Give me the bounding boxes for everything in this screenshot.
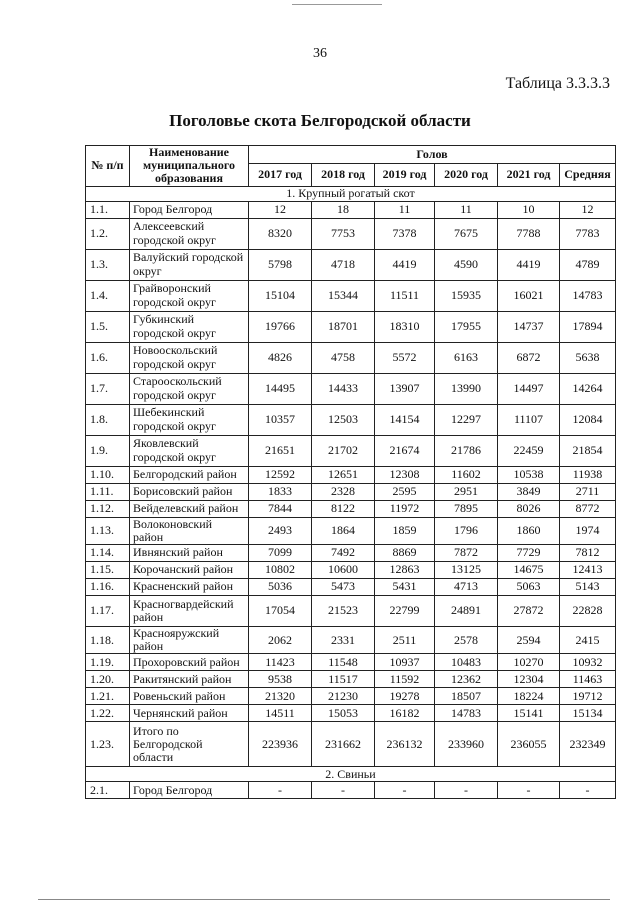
value-cell: 6872 <box>498 342 560 373</box>
table-row <box>86 466 616 483</box>
municipality-name: Грайворонский городской округ <box>130 280 249 311</box>
row-number: 1.10. <box>86 466 130 483</box>
value-cell: 19766 <box>249 311 312 342</box>
table-row <box>86 404 616 435</box>
municipality-name: Красненский район <box>130 578 249 595</box>
section-title: 2. Свиньи <box>86 767 616 782</box>
value-cell: 2415 <box>560 626 616 653</box>
value-cell: 12503 <box>312 404 375 435</box>
value-cell: 10483 <box>435 654 498 671</box>
municipality-name: Краснояружский район <box>130 626 249 653</box>
municipality-name: Яковлевский городской округ <box>130 435 249 466</box>
value-cell: 8320 <box>249 218 312 249</box>
header-year-2021: 2021 год <box>498 163 560 186</box>
value-cell: 236055 <box>498 722 560 767</box>
municipality-name: Шебекинский городской округ <box>130 404 249 435</box>
value-cell: 4419 <box>375 249 435 280</box>
table-row <box>86 280 616 311</box>
value-cell: 12 <box>249 201 312 218</box>
value-cell: 1796 <box>435 517 498 544</box>
value-cell: 12304 <box>498 671 560 688</box>
table-row <box>86 500 616 517</box>
header-name: Наименование муниципального образования <box>130 146 249 187</box>
header-year-2019: 2019 год <box>375 163 435 186</box>
value-cell: 21230 <box>312 688 375 705</box>
value-cell: 18507 <box>435 688 498 705</box>
header-average: Средняя <box>560 163 616 186</box>
value-cell: 1864 <box>312 517 375 544</box>
value-cell: 18 <box>312 201 375 218</box>
value-cell: 10357 <box>249 404 312 435</box>
municipality-name: Губкинский городской округ <box>130 311 249 342</box>
value-cell: 14495 <box>249 373 312 404</box>
value-cell: 7492 <box>312 544 375 561</box>
value-cell: 15134 <box>560 705 616 722</box>
value-cell: 14511 <box>249 705 312 722</box>
table-row <box>86 671 616 688</box>
row-number: 1.8. <box>86 404 130 435</box>
value-cell: 11548 <box>312 654 375 671</box>
row-number: 1.2. <box>86 218 130 249</box>
row-number: 1.19. <box>86 654 130 671</box>
value-cell: 10802 <box>249 561 312 578</box>
table-row <box>86 435 616 466</box>
value-cell: - <box>560 782 616 799</box>
value-cell: 11938 <box>560 466 616 483</box>
value-cell: 10932 <box>560 654 616 671</box>
value-cell: 13907 <box>375 373 435 404</box>
value-cell: 5572 <box>375 342 435 373</box>
value-cell: 11972 <box>375 500 435 517</box>
municipality-name: Ракитянский район <box>130 671 249 688</box>
value-cell: 14675 <box>498 561 560 578</box>
value-cell: 9538 <box>249 671 312 688</box>
value-cell: 8026 <box>498 500 560 517</box>
value-cell: 18701 <box>312 311 375 342</box>
value-cell: 22459 <box>498 435 560 466</box>
section-row <box>86 186 616 201</box>
value-cell: 14783 <box>560 280 616 311</box>
value-cell: 231662 <box>312 722 375 767</box>
value-cell: 7788 <box>498 218 560 249</box>
section-title: 1. Крупный рогатый скот <box>86 186 616 201</box>
table-row <box>86 544 616 561</box>
row-number: 1.5. <box>86 311 130 342</box>
table-row <box>86 218 616 249</box>
table-row <box>86 782 616 799</box>
value-cell: 7812 <box>560 544 616 561</box>
value-cell: 7783 <box>560 218 616 249</box>
value-cell: 12297 <box>435 404 498 435</box>
row-number: 1.15. <box>86 561 130 578</box>
row-number: 1.20. <box>86 671 130 688</box>
municipality-name: Валуйский городской округ <box>130 249 249 280</box>
table-row <box>86 654 616 671</box>
table-row <box>86 626 616 653</box>
value-cell: 11517 <box>312 671 375 688</box>
municipality-name: Алексеевский городской округ <box>130 218 249 249</box>
row-number: 1.16. <box>86 578 130 595</box>
value-cell: 4826 <box>249 342 312 373</box>
table-row <box>86 578 616 595</box>
value-cell: 2594 <box>498 626 560 653</box>
value-cell: 11 <box>435 201 498 218</box>
table-label: Таблица 3.3.3.3 <box>505 75 610 92</box>
value-cell: 24891 <box>435 595 498 626</box>
value-cell: 17955 <box>435 311 498 342</box>
value-cell: 22799 <box>375 595 435 626</box>
value-cell: 4718 <box>312 249 375 280</box>
value-cell: 27872 <box>498 595 560 626</box>
value-cell: 11 <box>375 201 435 218</box>
municipality-name: Город Белгород <box>130 782 249 799</box>
value-cell: 5036 <box>249 578 312 595</box>
header-year-2020: 2020 год <box>435 163 498 186</box>
value-cell: 7099 <box>249 544 312 561</box>
value-cell: 12362 <box>435 671 498 688</box>
section-row <box>86 767 616 782</box>
value-cell: 15935 <box>435 280 498 311</box>
value-cell: 14154 <box>375 404 435 435</box>
row-number: 1.22. <box>86 705 130 722</box>
municipality-name: Ивнянский район <box>130 544 249 561</box>
bottom-scan-rule <box>38 899 610 900</box>
value-cell: 22828 <box>560 595 616 626</box>
table-row <box>86 201 616 218</box>
value-cell: 16182 <box>375 705 435 722</box>
value-cell: 1860 <box>498 517 560 544</box>
value-cell: - <box>312 782 375 799</box>
value-cell: 1974 <box>560 517 616 544</box>
value-cell: 2595 <box>375 483 435 500</box>
value-cell: - <box>498 782 560 799</box>
value-cell: 11602 <box>435 466 498 483</box>
row-number: 1.17. <box>86 595 130 626</box>
row-number: 1.7. <box>86 373 130 404</box>
value-cell: 5431 <box>375 578 435 595</box>
document-title: Поголовье скота Белгородской области <box>169 111 471 130</box>
value-cell: 10937 <box>375 654 435 671</box>
value-cell: 21651 <box>249 435 312 466</box>
value-cell: 19712 <box>560 688 616 705</box>
value-cell: 7729 <box>498 544 560 561</box>
value-cell: 7844 <box>249 500 312 517</box>
table-row <box>86 561 616 578</box>
value-cell: 7872 <box>435 544 498 561</box>
value-cell: - <box>249 782 312 799</box>
value-cell: 5143 <box>560 578 616 595</box>
value-cell: 21320 <box>249 688 312 705</box>
value-cell: 11511 <box>375 280 435 311</box>
table-row <box>86 483 616 500</box>
value-cell: 236132 <box>375 722 435 767</box>
value-cell: 12863 <box>375 561 435 578</box>
header-year-2018: 2018 год <box>312 163 375 186</box>
value-cell: 11463 <box>560 671 616 688</box>
table-row <box>86 249 616 280</box>
value-cell: 7675 <box>435 218 498 249</box>
table-row <box>86 373 616 404</box>
row-number: 1.4. <box>86 280 130 311</box>
municipality-name: Вейделевский район <box>130 500 249 517</box>
table-row <box>86 595 616 626</box>
value-cell: 6163 <box>435 342 498 373</box>
top-scan-rule <box>292 4 382 5</box>
value-cell: 10600 <box>312 561 375 578</box>
value-cell: 15344 <box>312 280 375 311</box>
row-number: 1.12. <box>86 500 130 517</box>
value-cell: 19278 <box>375 688 435 705</box>
row-number: 2.1. <box>86 782 130 799</box>
value-cell: 5798 <box>249 249 312 280</box>
value-cell: 15053 <box>312 705 375 722</box>
table-row <box>86 311 616 342</box>
livestock-table <box>85 145 616 799</box>
value-cell: 2511 <box>375 626 435 653</box>
table-row <box>86 705 616 722</box>
value-cell: 14433 <box>312 373 375 404</box>
value-cell: 233960 <box>435 722 498 767</box>
value-cell: 7895 <box>435 500 498 517</box>
row-number: 1.23. <box>86 722 130 767</box>
value-cell: 21674 <box>375 435 435 466</box>
value-cell: 14783 <box>435 705 498 722</box>
value-cell: 17894 <box>560 311 616 342</box>
value-cell: 12308 <box>375 466 435 483</box>
row-number: 1.1. <box>86 201 130 218</box>
value-cell: - <box>375 782 435 799</box>
value-cell: 3849 <box>498 483 560 500</box>
value-cell: 14264 <box>560 373 616 404</box>
value-cell: 21702 <box>312 435 375 466</box>
municipality-name: Прохоровский район <box>130 654 249 671</box>
value-cell: 16021 <box>498 280 560 311</box>
value-cell: 2951 <box>435 483 498 500</box>
value-cell: - <box>435 782 498 799</box>
value-cell: 232349 <box>560 722 616 767</box>
value-cell: 2578 <box>435 626 498 653</box>
header-number: № п/п <box>86 146 130 187</box>
livestock-table-wrap <box>85 145 615 799</box>
municipality-name: Новооскольский городской округ <box>130 342 249 373</box>
value-cell: 12413 <box>560 561 616 578</box>
value-cell: 13125 <box>435 561 498 578</box>
value-cell: 8122 <box>312 500 375 517</box>
row-number: 1.14. <box>86 544 130 561</box>
table-row <box>86 722 616 767</box>
value-cell: 4789 <box>560 249 616 280</box>
page-number: 36 <box>313 46 327 61</box>
value-cell: 17054 <box>249 595 312 626</box>
value-cell: 11592 <box>375 671 435 688</box>
value-cell: 14497 <box>498 373 560 404</box>
value-cell: 11423 <box>249 654 312 671</box>
value-cell: 11107 <box>498 404 560 435</box>
value-cell: 10538 <box>498 466 560 483</box>
value-cell: 15141 <box>498 705 560 722</box>
row-number: 1.21. <box>86 688 130 705</box>
municipality-name: Старооскольский городской округ <box>130 373 249 404</box>
table-row <box>86 517 616 544</box>
value-cell: 2711 <box>560 483 616 500</box>
municipality-name: Город Белгород <box>130 201 249 218</box>
value-cell: 12 <box>560 201 616 218</box>
value-cell: 2062 <box>249 626 312 653</box>
row-number: 1.3. <box>86 249 130 280</box>
value-cell: 18224 <box>498 688 560 705</box>
value-cell: 2328 <box>312 483 375 500</box>
value-cell: 223936 <box>249 722 312 767</box>
value-cell: 7378 <box>375 218 435 249</box>
value-cell: 1833 <box>249 483 312 500</box>
row-number: 1.18. <box>86 626 130 653</box>
municipality-name: Корочанский район <box>130 561 249 578</box>
row-number: 1.13. <box>86 517 130 544</box>
value-cell: 21854 <box>560 435 616 466</box>
value-cell: 8772 <box>560 500 616 517</box>
value-cell: 4758 <box>312 342 375 373</box>
row-number: 1.9. <box>86 435 130 466</box>
value-cell: 5638 <box>560 342 616 373</box>
municipality-name: Красногвардейский район <box>130 595 249 626</box>
value-cell: 10270 <box>498 654 560 671</box>
value-cell: 12084 <box>560 404 616 435</box>
value-cell: 2331 <box>312 626 375 653</box>
value-cell: 15104 <box>249 280 312 311</box>
value-cell: 1859 <box>375 517 435 544</box>
value-cell: 18310 <box>375 311 435 342</box>
value-cell: 14737 <box>498 311 560 342</box>
municipality-name: Волоконовский район <box>130 517 249 544</box>
value-cell: 10 <box>498 201 560 218</box>
row-number: 1.6. <box>86 342 130 373</box>
value-cell: 13990 <box>435 373 498 404</box>
value-cell: 5473 <box>312 578 375 595</box>
municipality-name: Чернянский район <box>130 705 249 722</box>
header-group: Голов <box>249 146 616 164</box>
value-cell: 2493 <box>249 517 312 544</box>
table-body <box>86 186 616 799</box>
value-cell: 4590 <box>435 249 498 280</box>
municipality-name: Ровеньский район <box>130 688 249 705</box>
row-number: 1.11. <box>86 483 130 500</box>
value-cell: 4713 <box>435 578 498 595</box>
value-cell: 7753 <box>312 218 375 249</box>
table-row <box>86 688 616 705</box>
value-cell: 21523 <box>312 595 375 626</box>
municipality-name: Борисовский район <box>130 483 249 500</box>
municipality-name: Итого по Белгородской области <box>130 722 249 767</box>
municipality-name: Белгородский район <box>130 466 249 483</box>
value-cell: 5063 <box>498 578 560 595</box>
table-row <box>86 342 616 373</box>
value-cell: 12651 <box>312 466 375 483</box>
value-cell: 21786 <box>435 435 498 466</box>
header-year-2017: 2017 год <box>249 163 312 186</box>
value-cell: 4419 <box>498 249 560 280</box>
value-cell: 12592 <box>249 466 312 483</box>
value-cell: 8869 <box>375 544 435 561</box>
